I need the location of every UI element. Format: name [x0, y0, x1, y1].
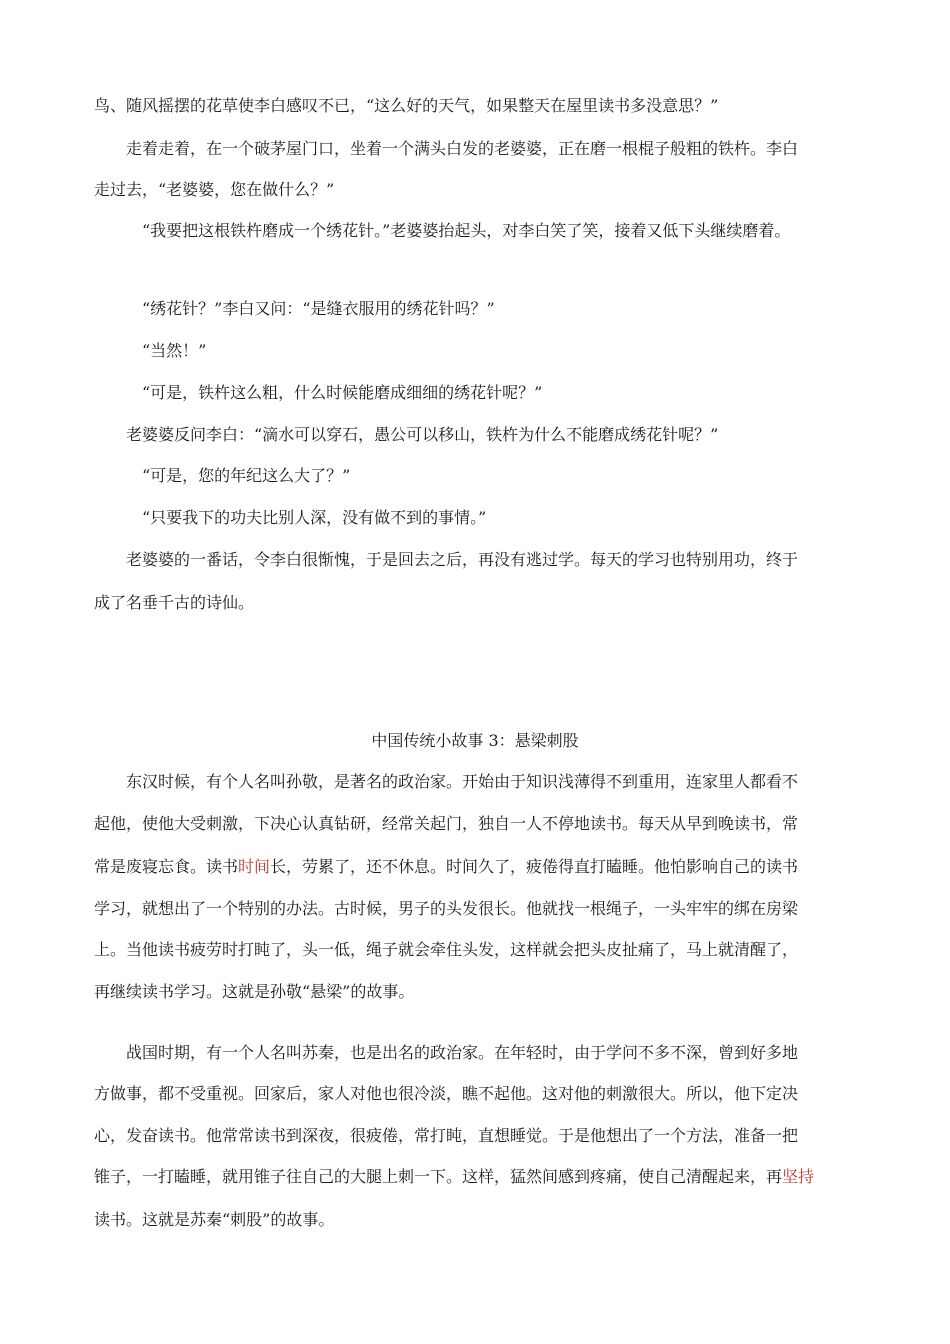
highlighted-text: 坚持	[782, 1167, 815, 1186]
dialogue-line: “可是，铁杵这么粗，什么时候能磨成细细的绣花针呢？”	[142, 383, 543, 402]
section-title: 中国传统小故事 3：悬梁刺股	[371, 731, 579, 750]
paragraph-line: 鸟、随风摇摆的花草使李白感叹不已，“这么好的天气，如果整天在屋里读书多没意思？”	[94, 96, 719, 115]
paragraph-line: 战国时期，有一个人名叫苏秦，也是出名的政治家。在年轻时，由于学问不多不深，曾到好多地	[126, 1043, 799, 1062]
paragraph-line: 起他，使他大受刺激，下决心认真钻研，经常关起门，独自一人不停地读书。每天从早到晚读书，常	[94, 814, 799, 833]
paragraph-line: 东汉时候，有个人名叫孙敬，是著名的政治家。开始由于知识浅薄得不到重用，连家里人都看不	[126, 772, 799, 791]
dialogue-line: “我要把这根铁杵磨成一个绣花针。”老婆婆抬起头，对李白笑了笑，接着又低下头继续磨着。	[142, 221, 791, 240]
paragraph-line: 心，发奋读书。他常常读书到深夜，很疲倦，常打盹，直想睡觉。于是他想出了一个方法，准备一把	[94, 1126, 799, 1145]
highlighted-text: 时间	[238, 857, 271, 876]
paragraph-line: 学习，就想出了一个特别的办法。古时候，男子的头发很长。他就找一根绳子，一头牢牢的绑在房梁	[94, 899, 799, 918]
paragraph-line: 再继续读书学习。这就是孙敬“悬梁”的故事。	[94, 982, 415, 1001]
paragraph-line: 成了名垂千古的诗仙。	[94, 593, 255, 612]
paragraph-line: 方做事，都不受重视。回家后，家人对他也很冷淡，瞧不起他。这对他的刺激很大。所以，他下定决	[94, 1084, 799, 1103]
paragraph-line: 上。当他读书疲劳时打盹了，头一低，绳子就会牵住头发，这样就会把头皮扯痛了，马上就清醒了，	[94, 940, 799, 959]
text-run: 常是废寝忘食。读书	[94, 857, 239, 876]
dialogue-line: “只要我下的功夫比别人深，没有做不到的事情。”	[142, 508, 487, 527]
text-run: 长，劳累了，还不休息。时间久了，疲倦得直打瞌睡。他怕影响自己的读书	[270, 857, 799, 876]
dialogue-line: “绣花针？”李白又问：“是缝衣服用的绣花针吗？”	[142, 299, 495, 318]
dialogue-line: 老婆婆反问李白：“滴水可以穿石，愚公可以移山，铁杵为什么不能磨成绣花针呢？”	[126, 425, 719, 444]
paragraph-line	[94, 856, 864, 878]
paragraph-line: 读书。这就是苏秦“刺股”的故事。	[94, 1210, 335, 1229]
paragraph-line: 走着走着，在一个破茅屋门口，坐着一个满头白发的老婆婆，正在磨一根棍子般粗的铁杵。李白	[126, 139, 799, 158]
paragraph-line: 走过去，“老婆婆，您在做什么？”	[94, 180, 335, 199]
text-run: 锥子，一打瞌睡，就用锥子往自己的大腿上刺一下。这样，猛然间感到疼痛，使自己清醒起来，再	[94, 1167, 783, 1186]
paragraph-line: 老婆婆的一番话，令李白很惭愧，于是回去之后，再没有逃过学。每天的学习也特别用功，终于	[126, 550, 799, 569]
paragraph-line	[94, 1166, 864, 1188]
dialogue-line: “可是，您的年纪这么大了？”	[142, 466, 351, 485]
dialogue-line: “当然！”	[142, 341, 207, 360]
